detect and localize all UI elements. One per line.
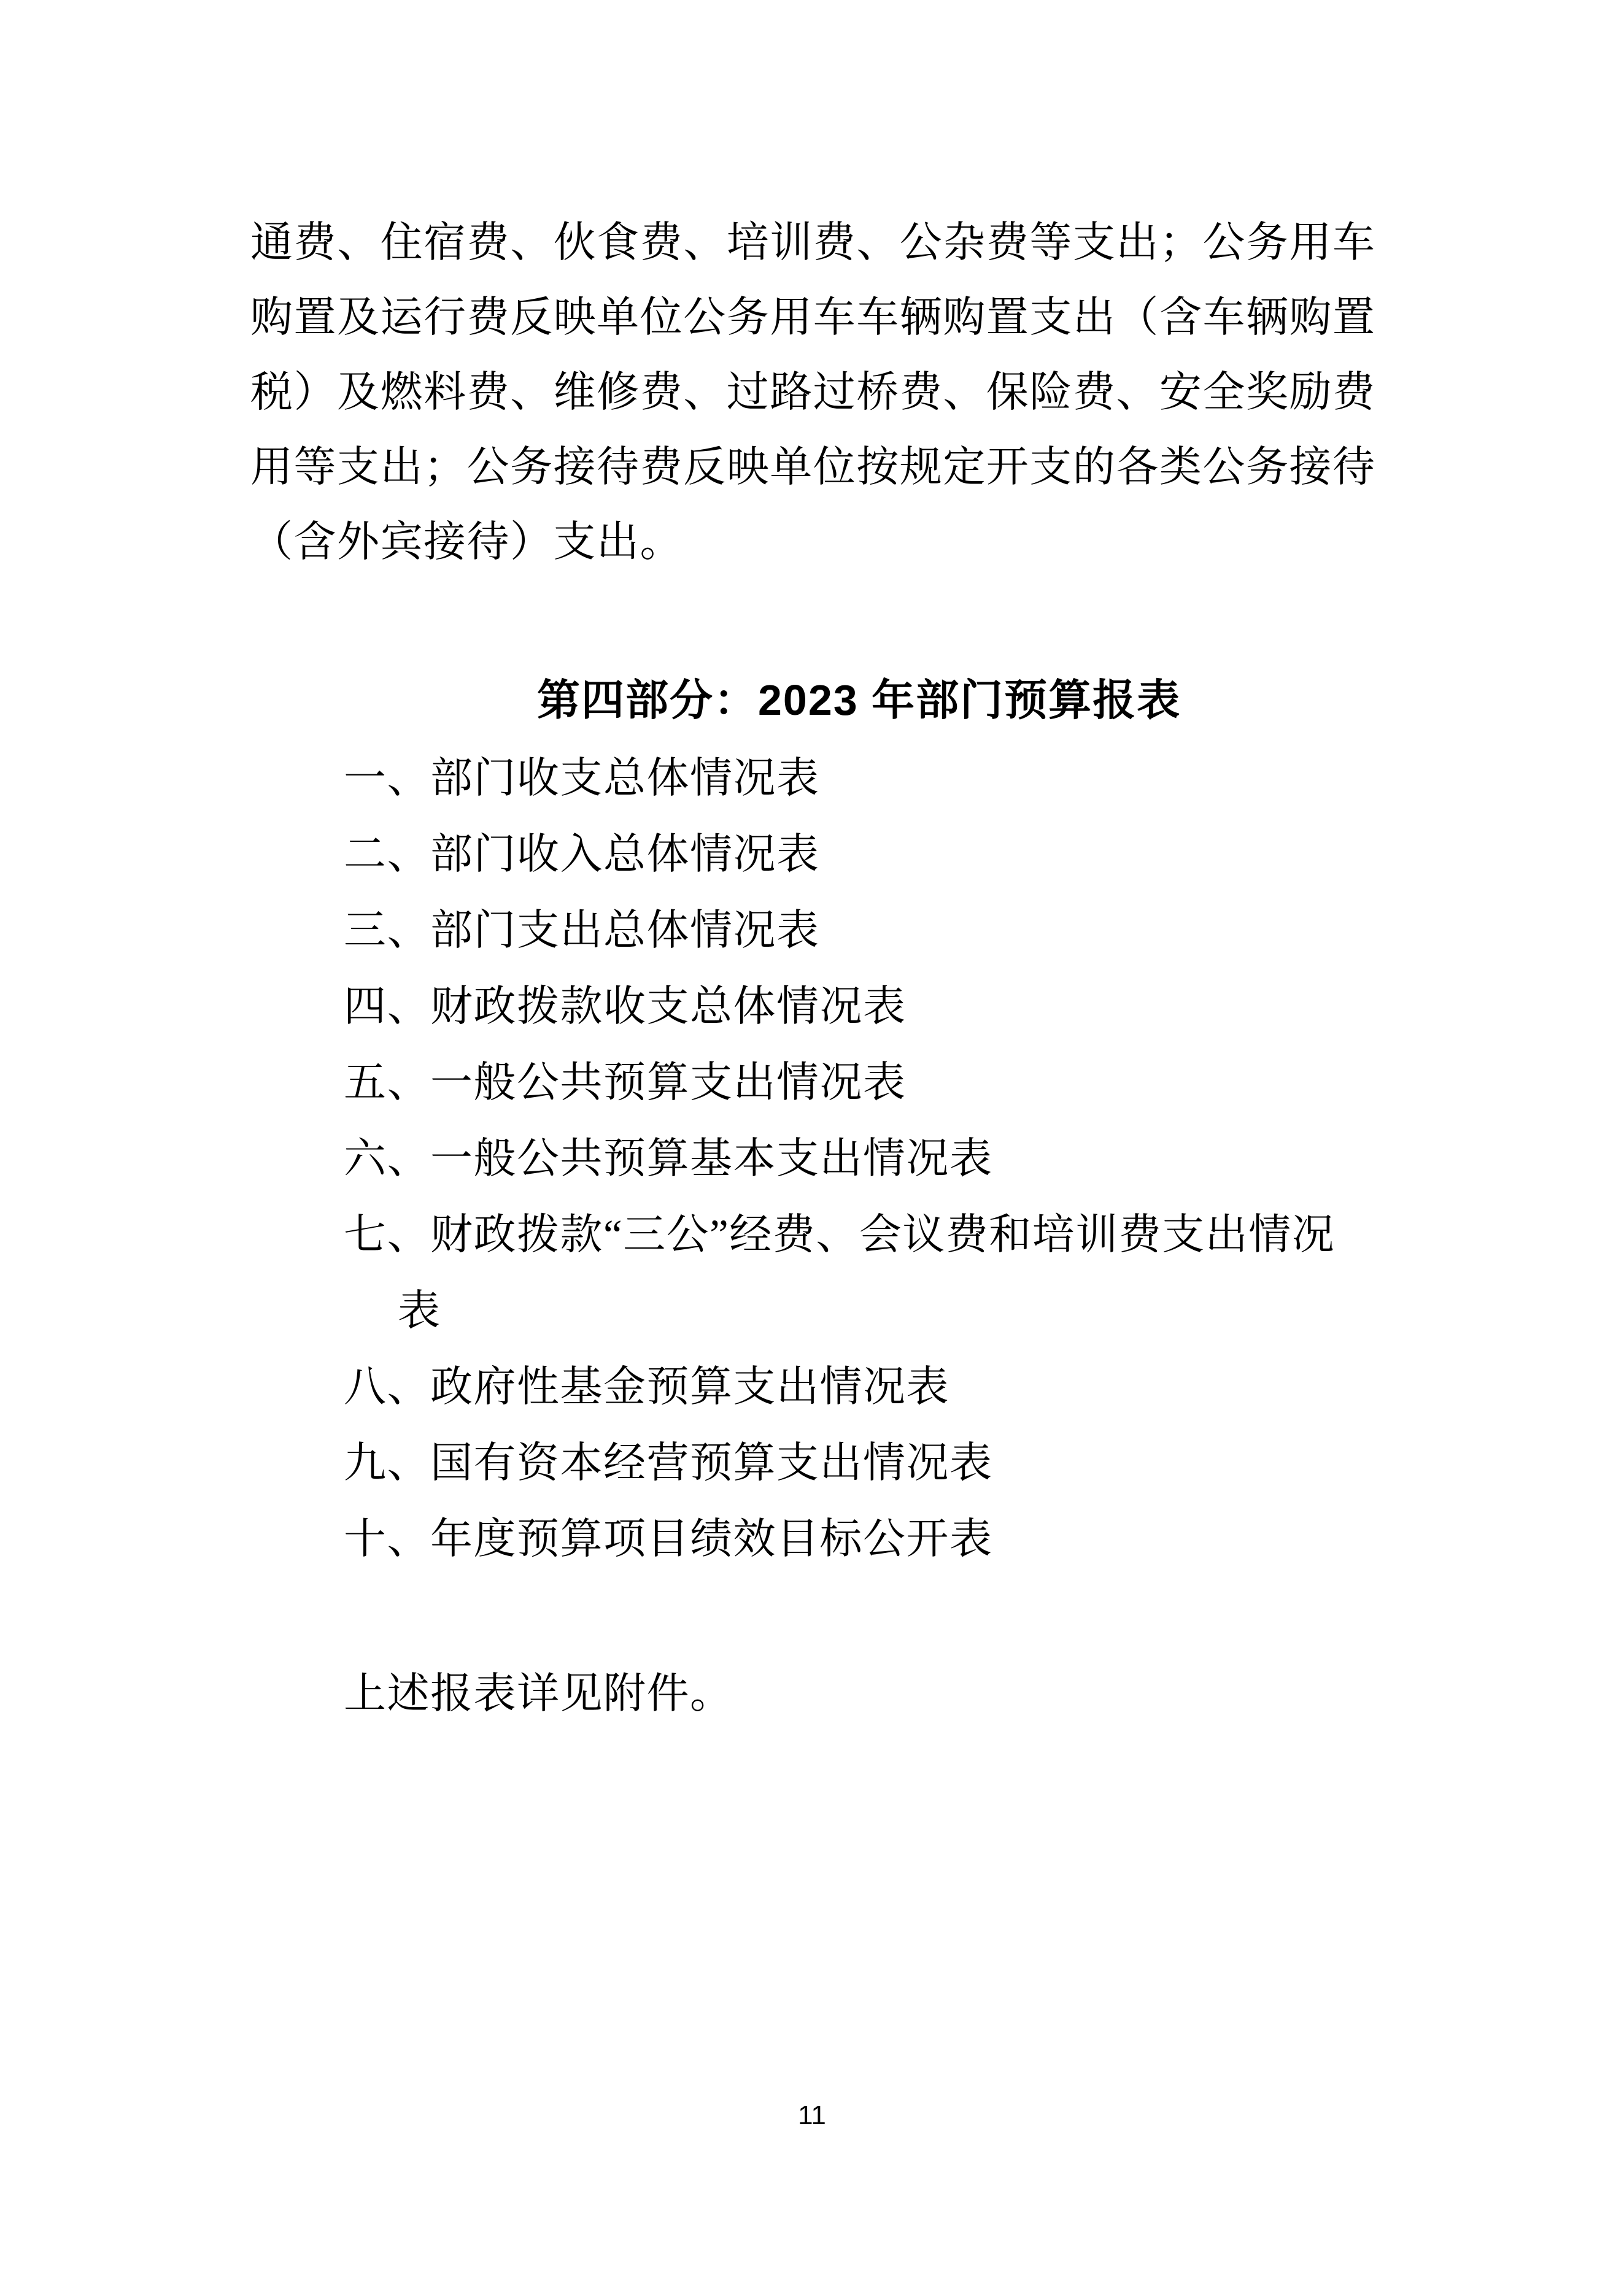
toc-item-2: 二、部门收入总体情况表 [344, 831, 820, 877]
paragraph-line: 用等支出；公务接待费反映单位按规定开支的各类公务接待 [250, 444, 1375, 490]
paragraph-line: （含外宾接待）支出。 [250, 518, 683, 565]
page-number: 11 [798, 2100, 826, 2130]
toc-item-7: 七、财政拨款“三公”经费、会议费和培训费支出情况 [344, 1211, 1336, 1258]
closing-note: 上述报表详见附件。 [344, 1670, 733, 1717]
toc-item-7-wrap: 表 [398, 1287, 441, 1334]
toc-item-6: 六、一般公共预算基本支出情况表 [344, 1135, 993, 1182]
toc-item-4: 四、财政拨款收支总体情况表 [344, 983, 907, 1030]
toc-item-10: 十、年度预算项目绩效目标公开表 [344, 1516, 993, 1562]
toc-item-9: 九、国有资本经营预算支出情况表 [344, 1439, 993, 1486]
paragraph-line: 通费、住宿费、伙食费、培训费、公杂费等支出；公务用车 [250, 219, 1375, 266]
toc-item-8: 八、政府性基金预算支出情况表 [344, 1363, 949, 1410]
toc-item-5: 五、一般公共预算支出情况表 [344, 1059, 907, 1106]
paragraph-line: 购置及运行费反映单位公务用车车辆购置支出（含车辆购置 [250, 294, 1375, 341]
paragraph-line: 税）及燃料费、维修费、过路过桥费、保险费、安全奖励费 [250, 369, 1375, 415]
toc-item-3: 三、部门支出总体情况表 [344, 907, 820, 953]
toc-item-1: 一、部门收支总体情况表 [344, 755, 820, 801]
section-heading: 第四部分：2023 年部门预算报表 [537, 676, 1181, 724]
